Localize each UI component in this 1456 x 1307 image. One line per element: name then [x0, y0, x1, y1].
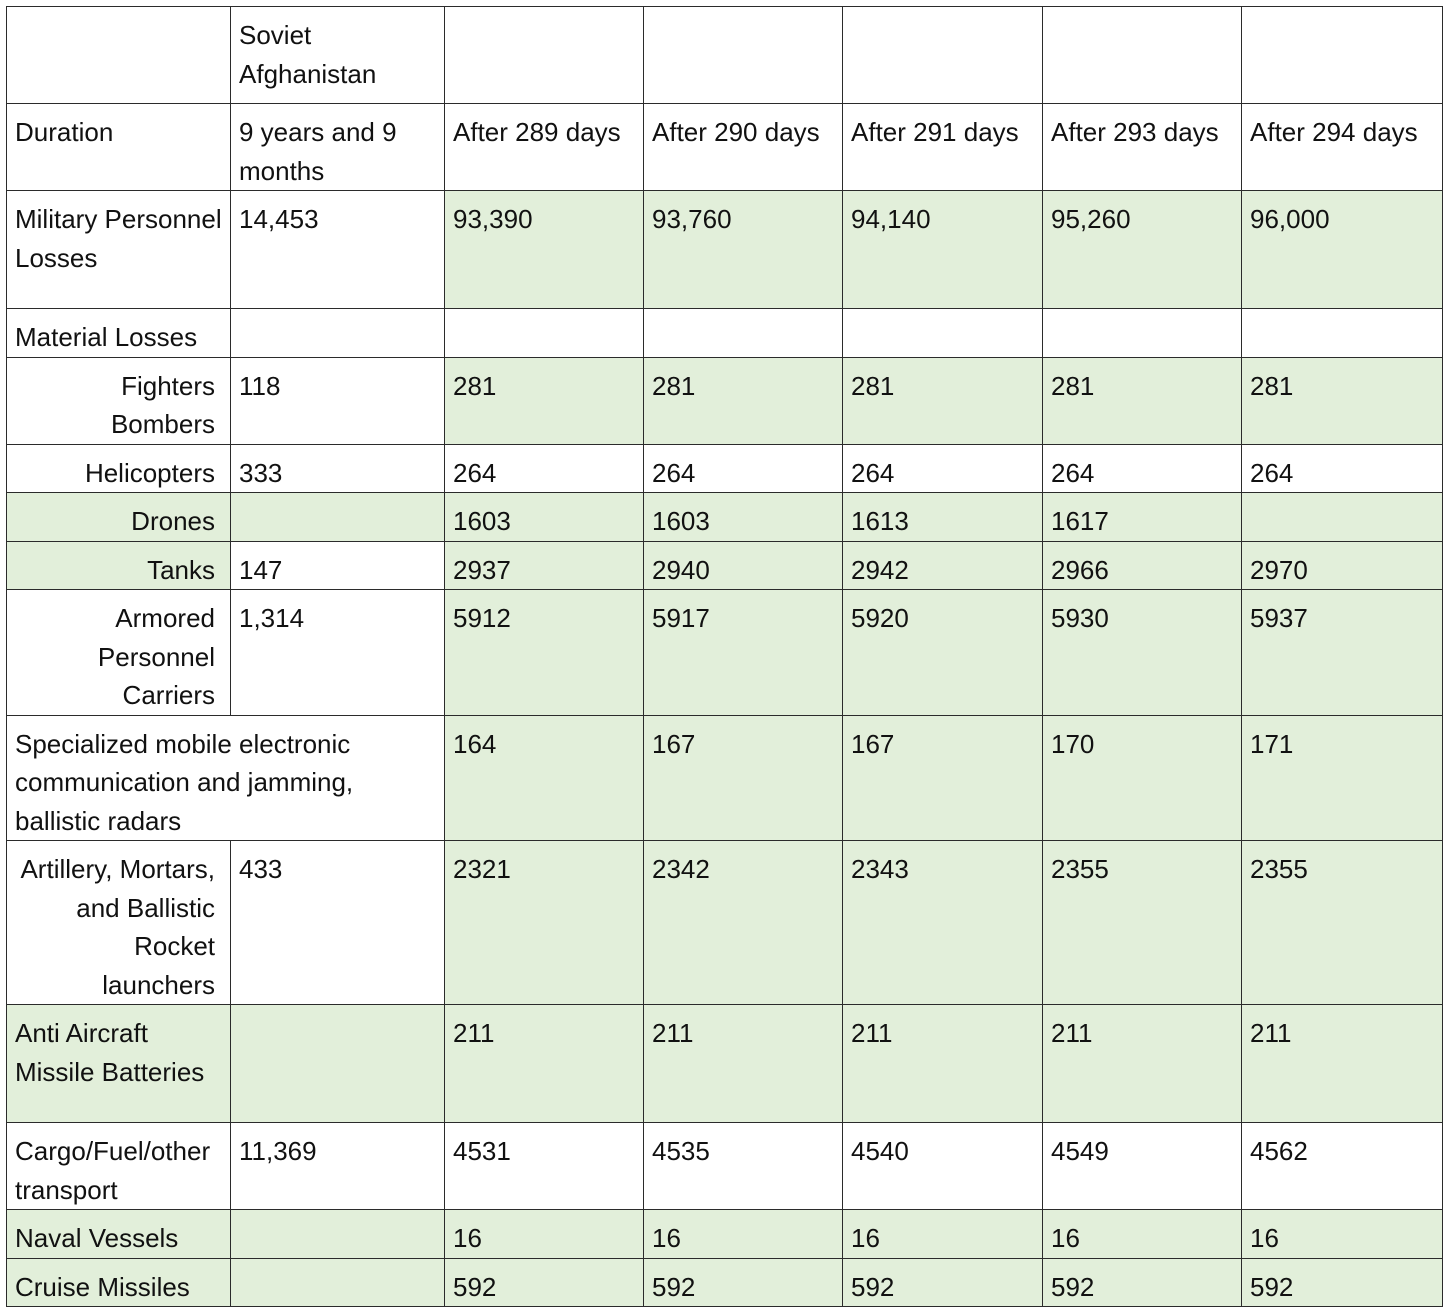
cell: 5912 — [445, 590, 644, 716]
row-label: Helicopters — [7, 444, 231, 493]
table-row — [7, 1123, 1443, 1210]
cell: 4562 — [1242, 1123, 1443, 1210]
row-label: Specialized mobile electronic communication and jamming, ballistic radars — [7, 715, 445, 841]
row-label: Fighters Bombers — [7, 357, 231, 444]
cell: 211 — [843, 1005, 1043, 1123]
cell: 281 — [843, 357, 1043, 444]
cell: 16 — [1242, 1210, 1443, 1259]
cell: 2940 — [644, 541, 843, 590]
cell: 96,000 — [1242, 191, 1443, 309]
cell: 2942 — [843, 541, 1043, 590]
table-row — [7, 191, 1443, 309]
cell: 592 — [445, 1258, 644, 1307]
cell: 264 — [1242, 444, 1443, 493]
table-row — [7, 357, 1443, 444]
header-col-5 — [1242, 7, 1443, 104]
cell: 5917 — [644, 590, 843, 716]
cell: 2355 — [1242, 841, 1443, 1005]
cell: 93,760 — [644, 191, 843, 309]
cell: 4531 — [445, 1123, 644, 1210]
header-soviet-afghanistan: Soviet Afghanistan — [231, 7, 445, 104]
soviet-value — [231, 1005, 445, 1123]
cell — [1242, 309, 1443, 358]
row-label: Naval Vessels — [7, 1210, 231, 1259]
table-row — [7, 1258, 1443, 1307]
cell: 592 — [1043, 1258, 1242, 1307]
table-row — [7, 444, 1443, 493]
cell — [644, 309, 843, 358]
row-label: Artillery, Mortars, and Ballistic Rocket launchers — [7, 841, 231, 1005]
table-row — [7, 309, 1443, 358]
cell: 167 — [843, 715, 1043, 841]
header-col-3 — [843, 7, 1043, 104]
cell: 16 — [644, 1210, 843, 1259]
cell: 1603 — [445, 493, 644, 542]
cell: 171 — [1242, 715, 1443, 841]
cell: 16 — [843, 1210, 1043, 1259]
cell: 264 — [445, 444, 644, 493]
cell: 264 — [1043, 444, 1242, 493]
cell: 164 — [445, 715, 644, 841]
soviet-value: 9 years and 9 months — [231, 104, 445, 191]
cell: 2355 — [1043, 841, 1242, 1005]
cell: 2342 — [644, 841, 843, 1005]
row-label: Armored Personnel Carriers — [7, 590, 231, 716]
cell: 2343 — [843, 841, 1043, 1005]
cell: 264 — [644, 444, 843, 493]
cell: 592 — [644, 1258, 843, 1307]
row-label: Cruise Missiles — [7, 1258, 231, 1307]
cell: 5920 — [843, 590, 1043, 716]
table-row — [7, 104, 1443, 191]
table-row — [7, 590, 1443, 716]
cell: 2970 — [1242, 541, 1443, 590]
soviet-value: 147 — [231, 541, 445, 590]
row-label: Anti Aircraft Missile Batteries — [7, 1005, 231, 1123]
cell — [1242, 493, 1443, 542]
cell: 2966 — [1043, 541, 1242, 590]
soviet-value — [231, 1210, 445, 1259]
cell: 592 — [1242, 1258, 1443, 1307]
cell: 281 — [1242, 357, 1443, 444]
soviet-value — [231, 493, 445, 542]
cell: 5930 — [1043, 590, 1242, 716]
cell — [1043, 309, 1242, 358]
cell: 2321 — [445, 841, 644, 1005]
table-row — [7, 541, 1443, 590]
cell: 211 — [1043, 1005, 1242, 1123]
table-header-row — [7, 7, 1443, 104]
cell: 264 — [843, 444, 1043, 493]
cell: 281 — [1043, 357, 1242, 444]
soviet-value: 1,314 — [231, 590, 445, 716]
cell: 281 — [644, 357, 843, 444]
cell — [843, 309, 1043, 358]
cell: 170 — [1043, 715, 1242, 841]
cell: 4535 — [644, 1123, 843, 1210]
header-col-1 — [445, 7, 644, 104]
losses-comparison-table — [6, 6, 1443, 1307]
cell: 4540 — [843, 1123, 1043, 1210]
row-label: Tanks — [7, 541, 231, 590]
cell: 592 — [843, 1258, 1043, 1307]
table-row — [7, 1005, 1443, 1123]
soviet-value: 433 — [231, 841, 445, 1005]
cell: After 290 days — [644, 104, 843, 191]
cell: 94,140 — [843, 191, 1043, 309]
cell: 93,390 — [445, 191, 644, 309]
header-col-2 — [644, 7, 843, 104]
cell: After 294 days — [1242, 104, 1443, 191]
cell: 1613 — [843, 493, 1043, 542]
soviet-value — [231, 309, 445, 358]
cell: 1603 — [644, 493, 843, 542]
cell: After 291 days — [843, 104, 1043, 191]
cell: 167 — [644, 715, 843, 841]
soviet-value: 14,453 — [231, 191, 445, 309]
table-row — [7, 493, 1443, 542]
cell: 211 — [445, 1005, 644, 1123]
row-label: Drones — [7, 493, 231, 542]
cell: 281 — [445, 357, 644, 444]
soviet-value — [231, 1258, 445, 1307]
cell: 211 — [1242, 1005, 1443, 1123]
soviet-value: 333 — [231, 444, 445, 493]
cell: 1617 — [1043, 493, 1242, 542]
cell: 5937 — [1242, 590, 1443, 716]
cell — [445, 309, 644, 358]
table-row — [7, 715, 1443, 841]
row-label: Military Personnel Losses — [7, 191, 231, 309]
cell: After 293 days — [1043, 104, 1242, 191]
cell: After 289 days — [445, 104, 644, 191]
soviet-value: 118 — [231, 357, 445, 444]
cell: 4549 — [1043, 1123, 1242, 1210]
row-label: Cargo/Fuel/other transport — [7, 1123, 231, 1210]
row-label: Duration — [7, 104, 231, 191]
soviet-value: 11,369 — [231, 1123, 445, 1210]
cell: 2937 — [445, 541, 644, 590]
header-corner — [7, 7, 231, 104]
table-row — [7, 1210, 1443, 1259]
cell: 95,260 — [1043, 191, 1242, 309]
cell: 211 — [644, 1005, 843, 1123]
cell: 16 — [1043, 1210, 1242, 1259]
row-label: Material Losses — [7, 309, 231, 358]
table-row — [7, 841, 1443, 1005]
cell: 16 — [445, 1210, 644, 1259]
header-col-4 — [1043, 7, 1242, 104]
